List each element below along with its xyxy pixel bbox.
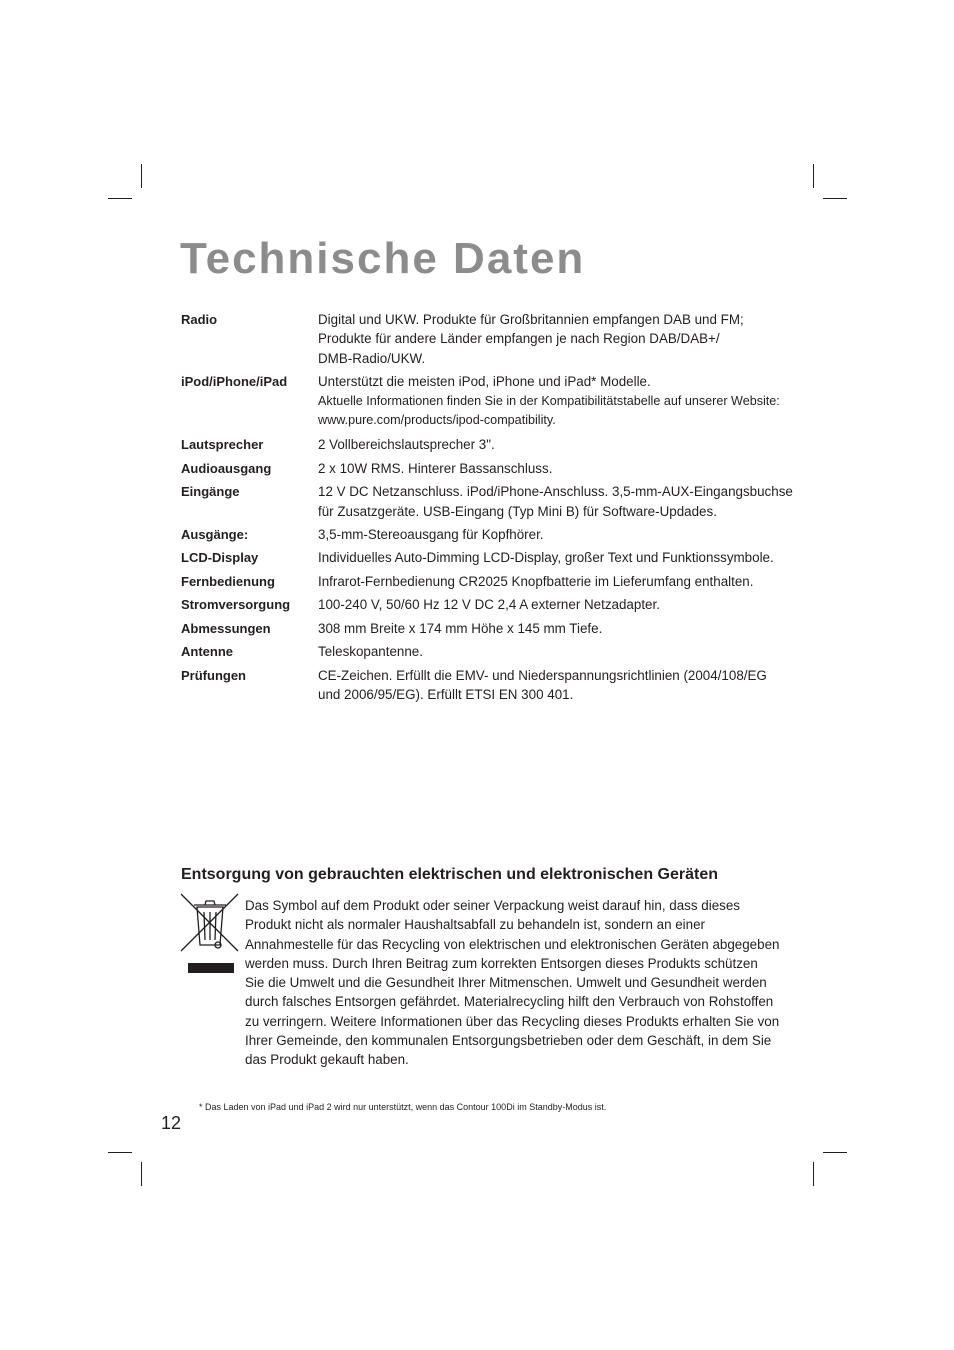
- spec-label: Prüfungen: [181, 667, 246, 683]
- spec-value: [318, 459, 801, 478]
- disposal-line: Produkt nicht als normaler Haushaltsabfall zu behandeln ist, sondern an einer: [245, 917, 706, 933]
- spec-value-line: 100-240 V, 50/60 Hz 12 V DC 2,4 A externer Netzadapter.: [318, 597, 660, 613]
- spec-value-line: 2 x 10W RMS. Hinterer Bassanschluss.: [318, 460, 553, 476]
- spec-label: Audioausgang: [181, 460, 272, 476]
- spec-table: [181, 310, 801, 704]
- spec-value-line: www.pure.com/products/ipod-compatibility.: [318, 413, 556, 428]
- spec-value-line: Unterstützt die meisten iPod, iPhone und iPad* Modelle.: [318, 374, 651, 390]
- spec-row-inputs: [181, 482, 801, 521]
- spec-value: [318, 310, 801, 368]
- spec-value: [318, 372, 801, 430]
- spec-value: [318, 666, 801, 705]
- disposal-line: Das Symbol auf dem Produkt oder seiner Verpackung weist darauf hin, dass dieses: [245, 898, 740, 913]
- crop-mark: [823, 1152, 847, 1153]
- crop-mark: [823, 198, 847, 199]
- spec-value: [318, 572, 801, 591]
- spec-row-power: [181, 595, 801, 614]
- spec-row-antenna: [181, 642, 801, 661]
- crop-mark: [813, 164, 814, 188]
- spec-value-line: CE-Zeichen. Erfüllt die EMV- und Niederspannungsrichtlinien (2004/108/EG: [318, 667, 767, 683]
- disposal-line: werden muss. Durch Ihren Beitrag zum korrekten Entsorgen dieses Produkts schützen: [245, 955, 758, 971]
- spec-label: iPod/iPhone/iPad: [181, 374, 288, 390]
- spec-row-speakers: [181, 435, 801, 454]
- page-title: Technische Daten: [180, 234, 586, 283]
- spec-value-line: Individuelles Auto-Dimming LCD-Display, großer Text und Funktionssymbole.: [318, 550, 774, 566]
- spec-label: Antenne: [181, 644, 233, 660]
- spec-label: Ausgänge:: [181, 527, 249, 543]
- page-number: 12: [161, 1113, 182, 1133]
- spec-value-line: Aktuelle Informationen finden Sie in der Kompatibilitätstabelle auf unserer Website:: [318, 393, 780, 408]
- spec-value: [318, 548, 801, 567]
- spec-value: [318, 525, 801, 544]
- spec-value-line: 3,5-mm-Stereoausgang für Kopfhörer.: [318, 527, 544, 543]
- crop-mark: [813, 1162, 814, 1186]
- spec-value-line: für Zusatzgeräte. USB-Eingang (Typ Mini B) für Software-Updades.: [318, 503, 717, 519]
- spec-row-ipod: [181, 372, 801, 430]
- spec-value-line: Teleskopantenne.: [318, 644, 423, 660]
- spec-label: LCD-Display: [181, 550, 259, 566]
- disposal-text: [245, 896, 790, 1070]
- spec-value: [318, 482, 801, 521]
- spec-label: Fernbedienung: [181, 573, 275, 589]
- disposal-line: Annahmestelle für das Recycling von elektrischen und elektronischen Geräten abgegeben: [245, 936, 780, 952]
- spec-value-line: Produkte für andere Länder empfangen je nach Region DAB/DAB+/: [318, 331, 720, 347]
- crop-mark: [108, 1152, 132, 1153]
- spec-label: Radio: [181, 312, 218, 327]
- spec-value-line: und 2006/95/EG). Erfüllt ETSI EN 300 401.: [318, 686, 574, 702]
- footnote: * Das Laden von iPad und iPad 2 wird nur unterstützt, wenn das Contour 100Di im Standby-Modus ist.: [199, 1102, 607, 1112]
- spec-value: [318, 435, 801, 454]
- disposal-line: durch falsches Entsorgen gefährdet. Materialrecycling hilft den Verbrauch von Rohstoffen: [245, 994, 774, 1010]
- crop-mark: [141, 164, 142, 188]
- spec-label: Eingänge: [181, 484, 240, 500]
- spec-value-line: Digital und UKW. Produkte für Großbritannien empfangen DAB und FM;: [318, 312, 744, 327]
- spec-label: Lautsprecher: [181, 437, 264, 453]
- spec-row-remote: [181, 572, 801, 591]
- spec-value-line: DMB-Radio/UKW.: [318, 350, 426, 366]
- spec-row-radio: [181, 310, 801, 368]
- spec-row-certification: [181, 666, 801, 705]
- disposal-line: das Produkt gekauft haben.: [245, 1052, 409, 1068]
- spec-value-line: 12 V DC Netzanschluss. iPod/iPhone-Anschluss. 3,5-mm-AUX-Eingangsbuchse: [318, 484, 793, 500]
- disposal-line: zu verringern. Weitere Informationen über das Recycling dieses Produkts erhalten Sie von: [245, 1013, 780, 1029]
- disposal-line: Ihrer Gemeinde, den kommunalen Entsorgungsbetrieben oder dem Geschäft, in dem Sie: [245, 1033, 772, 1049]
- spec-value-line: 2 Vollbereichslautsprecher 3".: [318, 437, 495, 453]
- disposal-line: Sie die Umwelt und die Gesundheit Ihrer Mitmenschen. Umwelt und Gesundheit werden: [245, 975, 767, 991]
- spec-value: [318, 595, 801, 614]
- crop-mark: [141, 1162, 142, 1186]
- spec-value-line: Infrarot-Fernbedienung CR2025 Knopfbatterie im Lieferumfang enthalten.: [318, 573, 754, 589]
- spec-row-outputs: [181, 525, 801, 544]
- spec-label: Abmessungen: [181, 620, 271, 636]
- spec-value: [318, 619, 801, 638]
- spec-row-lcd: [181, 548, 801, 567]
- spec-row-dimensions: [181, 619, 801, 638]
- spec-label: Stromversorgung: [181, 597, 291, 613]
- spec-value-line: 308 mm Breite x 174 mm Höhe x 145 mm Tiefe.: [318, 620, 603, 636]
- weee-crossed-out-bin-icon: [180, 893, 240, 977]
- spec-value: [318, 642, 801, 661]
- spec-row-audio-output: [181, 459, 801, 478]
- crop-mark: [108, 198, 132, 199]
- disposal-heading: Entsorgung von gebrauchten elektrischen und elektronischen Geräten: [181, 866, 718, 883]
